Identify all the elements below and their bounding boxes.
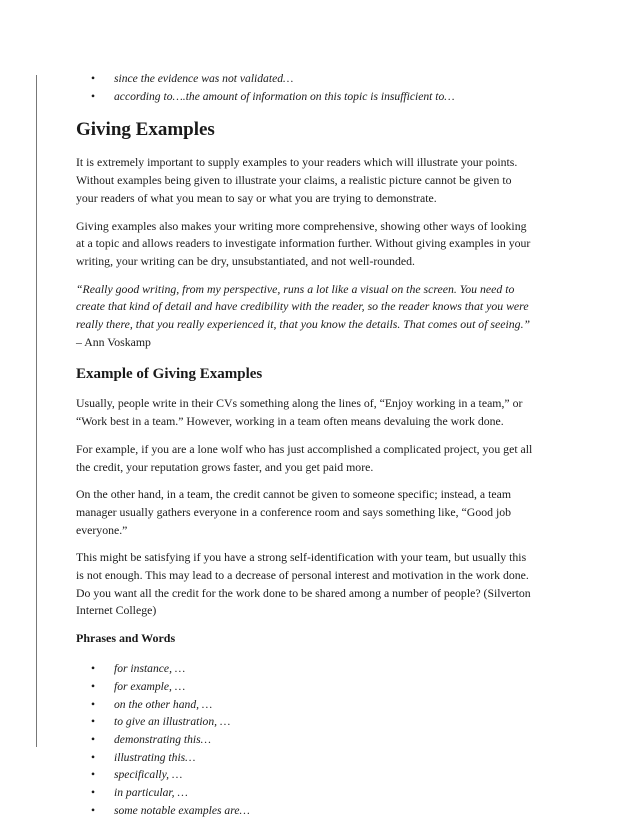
text-line: is not enough. This may lead to a decrease of personal interest and motivation in the work done. — [76, 568, 529, 583]
text-line: everyone.” — [76, 522, 128, 537]
list-item: • illustrating this… — [91, 749, 566, 767]
paragraph-lone-wolf — [76, 441, 566, 476]
phrases-list — [76, 660, 566, 819]
paragraph-comprehensive — [76, 218, 566, 271]
text-line: This might be satisfying if you have a strong self-identification with your team, but usually this — [76, 550, 527, 565]
list-item: • according to….the amount of information on this topic is insufficient to… — [91, 88, 566, 106]
text-line: your readers of what you mean to say or what you are trying to demonstrate. — [76, 190, 437, 205]
text-line: Giving examples also makes your writing more comprehensive, showing other ways of looking — [76, 218, 527, 233]
text-line: For example, if you are a lone wolf who has just accomplished a complicated project, you get all — [76, 441, 533, 456]
top-bullet-list — [76, 70, 566, 105]
quote-line: really there, that you really experienced it, that you know the details. That comes out of seeing.” — [76, 317, 531, 332]
subsection-title: Example of Giving Examples — [76, 366, 263, 383]
quote-line: create that kind of detail and have credibility with the reader, so the reader knows that you were — [76, 299, 529, 314]
list-item: • in particular, … — [91, 784, 566, 802]
text-line: manager usually gathers everyone in a conference room and says something like, “Good job — [76, 504, 512, 519]
text-line: On the other hand, in a team, the credit cannot be given to someone specific; instead, a team — [76, 487, 512, 502]
section-title: Giving Examples — [76, 119, 215, 141]
text-line: the credit, your reputation grows faster, and you get paid more. — [76, 459, 374, 474]
list-item: • for example, … — [91, 678, 566, 696]
text-line: “Work best in a team.” However, working in a team often means devaluing the work done. — [76, 414, 504, 429]
paragraph-team — [76, 486, 566, 539]
quote-author: – Ann Voskamp — [76, 334, 151, 349]
text-line: Usually, people write in their CVs something along the lines of, “Enjoy working in a team,” or — [76, 396, 523, 411]
document-page — [76, 70, 566, 820]
list-item: • some notable examples are… — [91, 802, 566, 820]
text-line: writing, your writing can be dry, unsubstantiated, and not well-rounded. — [76, 253, 415, 268]
quote-block — [76, 281, 566, 352]
paragraph-satisfying — [76, 549, 566, 620]
list-item: • for instance, … — [91, 660, 566, 678]
phrases-title: Phrases and Words — [76, 631, 176, 646]
quote-line: “Really good writing, from my perspective, runs a lot like a visual on the screen. You need to — [76, 281, 515, 296]
text-line: Without examples being given to illustrate your claims, a realistic picture cannot be given to — [76, 173, 512, 188]
list-item: • on the other hand, … — [91, 696, 566, 714]
text-line: Do you want all the credit for the work done to be shared among a number of people? (Silverton — [76, 585, 531, 600]
list-item: • to give an illustration, … — [91, 713, 566, 731]
list-item: • specifically, … — [91, 766, 566, 784]
paragraph-importance — [76, 154, 566, 207]
text-line: at a topic and allows readers to investigate information further. Without giving examples in your — [76, 236, 531, 251]
list-item: • demonstrating this… — [91, 731, 566, 749]
text-line: Internet College) — [76, 603, 157, 618]
list-item: • since the evidence was not validated… — [91, 70, 566, 88]
paragraph-cv — [76, 395, 566, 430]
text-line: It is extremely important to supply examples to your readers which will illustrate your points. — [76, 155, 518, 170]
left-margin-rule — [36, 75, 37, 747]
